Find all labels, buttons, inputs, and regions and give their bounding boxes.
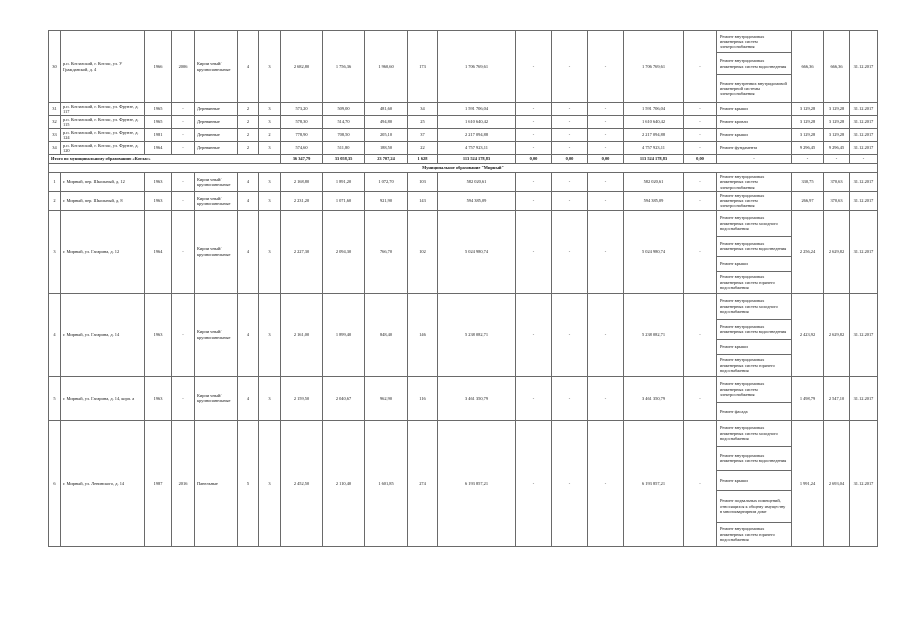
cell-unit-price: 330,75 — [792, 173, 824, 192]
cell-area-living: 921,90 — [365, 191, 408, 210]
cell-wall-material: Кирпи чный/ крупнопанельные — [195, 376, 238, 420]
cell-floors: 2 — [238, 142, 259, 155]
cell-area-total: 573,20 — [281, 103, 323, 116]
cell-area-living: 1 072,70 — [365, 173, 408, 192]
cell-cost: 4 757 923,11 — [438, 142, 516, 155]
cell-work-type: Ремонт внутридомовых инженерных систем водоотведения — [717, 236, 792, 256]
cell-work-type: Ремонт внутренних внутридомовой инженерной системы электроснабжения — [717, 75, 792, 103]
cell-work-type: Ремонт внутридомовых инженерных систем горячего водоснабжения — [717, 522, 792, 546]
cell-floors: 2 — [238, 129, 259, 142]
cell-address: г. Мирный, ул. Гагарина, д. 14 — [61, 293, 145, 376]
cell-address: р.п. Котлазский, г. Котлас, ул. Фрунзе, д. 124 — [61, 129, 145, 142]
cell-fund-1: - — [516, 31, 552, 103]
table-row — [49, 376, 878, 402]
cell-residents: 173 — [408, 31, 438, 103]
cell-work-type: Ремонт крыши — [717, 470, 792, 490]
cell-cost: 3 461 350,79 — [438, 376, 516, 420]
cell-area-total: 2 227,30 — [281, 210, 323, 293]
table-row — [49, 420, 878, 446]
table-row — [49, 31, 878, 53]
cell-other: - — [684, 210, 717, 293]
total-c3: 0,00 — [588, 155, 624, 164]
table-row — [49, 191, 878, 210]
cell-price-limit: 3 129,28 — [824, 116, 850, 129]
cell-year-repair: - — [172, 116, 195, 129]
cell-price-limit: 9 296,45 — [824, 142, 850, 155]
cell-fund-2: - — [552, 173, 588, 192]
cell-price-limit: 370,63 — [824, 173, 850, 192]
cell-entrances: 3 — [259, 142, 281, 155]
cell-floors: 2 — [238, 103, 259, 116]
cell-work-type: Ремонт внутридомовых инженерных систем электроснабжения — [717, 31, 792, 53]
cell-work-type: Ремонт фундамента — [717, 142, 792, 155]
cell-residents: 274 — [408, 420, 438, 546]
cell-entrances: 3 — [259, 376, 281, 420]
cell-cost-total: 1 610 640,42 — [624, 116, 684, 129]
cell-address: г. Мирный, пер. Школьный, д. 8 — [61, 191, 145, 210]
cell-fund-3: - — [588, 376, 624, 420]
cell-deadline: 31.12.2017 — [850, 210, 878, 293]
total-area-res: 33 058,35 — [323, 155, 365, 164]
cell-year-repair: - — [172, 173, 195, 192]
cell-year-repair: - — [172, 293, 195, 376]
cell-year-repair: 2006 — [172, 31, 195, 103]
cell-year-repair: - — [172, 103, 195, 116]
cell-entrances: 3 — [259, 420, 281, 546]
cell-fund-2: - — [552, 31, 588, 103]
cell-year-built: 1963 — [145, 173, 172, 192]
cell-price-limit: 2 693,04 — [824, 420, 850, 546]
cell-fund-3: - — [588, 31, 624, 103]
cell-unit-price: 1 991,24 — [792, 420, 824, 546]
cell-cost-total: 582 020,61 — [624, 173, 684, 192]
cell-residents: 146 — [408, 293, 438, 376]
cell-price-limit: 2 629,82 — [824, 293, 850, 376]
cell-year-built: 1963 — [145, 376, 172, 420]
table-row — [49, 116, 878, 129]
cell-work-type: Ремонт внутридомовых инженерных систем холодного водоснабжения — [717, 210, 792, 236]
cell-address: г. Мирный, ул. Гагарина, д. 12 — [61, 210, 145, 293]
cell-fund-1: - — [516, 129, 552, 142]
cell-floors: 5 — [238, 420, 259, 546]
cell-area-total: 2 231,20 — [281, 191, 323, 210]
cell-area-residential: 2 110,40 — [323, 420, 365, 546]
cell-area-living: 205,10 — [365, 129, 408, 142]
cell-entrances: 3 — [259, 173, 281, 192]
cell-fund-3: - — [588, 103, 624, 116]
total-d4: - — [850, 155, 878, 164]
cell-work-type: Ремонт крыши — [717, 339, 792, 354]
cell-address: р.п. Котлазский, г. Котлас, ул. Фрунзе, д. 117 — [61, 103, 145, 116]
cell-residents: 143 — [408, 191, 438, 210]
cell-floors: 4 — [238, 173, 259, 192]
cell-area-residential: 509,00 — [323, 103, 365, 116]
cell-other: - — [684, 420, 717, 546]
cell-wall-material: Кирпи чный/ крупнопанельные — [195, 31, 238, 103]
cell-unit-price: 266,97 — [792, 191, 824, 210]
cell-fund-3: - — [588, 293, 624, 376]
cell-wall-material: Кирпи чный/ крупнопанельные — [195, 293, 238, 376]
cell-floors: 2 — [238, 116, 259, 129]
cell-year-built: 1964 — [145, 142, 172, 155]
cell-other: - — [684, 31, 717, 103]
cell-cost-total: 594 385,09 — [624, 191, 684, 210]
table-row — [49, 129, 878, 142]
cell-price-limit: 3 129,28 — [824, 103, 850, 116]
cell-wall-material: Деревянные — [195, 103, 238, 116]
total-other: 0,00 — [684, 155, 717, 164]
cell-fund-1: - — [516, 376, 552, 420]
cell-price-limit: 2 629,82 — [824, 210, 850, 293]
cell-fund-2: - — [552, 191, 588, 210]
cell-residents: 25 — [408, 116, 438, 129]
total-cost-total: 113 524 178,83 — [624, 155, 684, 164]
cell-year-built: 1964 — [145, 210, 172, 293]
cell-unit-price: 3 129,28 — [792, 129, 824, 142]
cell-fund-3: - — [588, 142, 624, 155]
cell-fund-3: - — [588, 210, 624, 293]
cell-deadline: 31.12.2017 — [850, 103, 878, 116]
cell-cost: 5 024 980,74 — [438, 210, 516, 293]
cell-wall-material: Деревянные — [195, 116, 238, 129]
cell-other: - — [684, 116, 717, 129]
cell-fund-3: - — [588, 129, 624, 142]
cell-area-residential: 1 899,40 — [323, 293, 365, 376]
cell-other: - — [684, 129, 717, 142]
cell-year-repair: - — [172, 129, 195, 142]
cell-deadline: 31.12.2017 — [850, 173, 878, 192]
cell-cost: 6 193 857,21 — [438, 420, 516, 546]
cell-wall-material: Кирпи чный/ крупнопанельные — [195, 210, 238, 293]
cell-number: 32 — [49, 116, 61, 129]
cell-area-residential: 514,70 — [323, 116, 365, 129]
cell-residents: 103 — [408, 173, 438, 192]
cell-unit-price: 666,36 — [792, 31, 824, 103]
cell-unit-price: 2 256,24 — [792, 210, 824, 293]
cell-fund-2: - — [552, 210, 588, 293]
cell-fund-1: - — [516, 420, 552, 546]
cell-cost: 2 217 094,88 — [438, 129, 516, 142]
cell-address: г. Мирный, пер. Школьный, д. 12 — [61, 173, 145, 192]
total-row — [49, 155, 878, 164]
cell-address: р.п. Котлазский, г. Котлас, ул. Фрунзе, д. 115 — [61, 116, 145, 129]
cell-floors: 4 — [238, 210, 259, 293]
cell-area-living: 494,80 — [365, 116, 408, 129]
cell-work-type: Ремонт кровли — [717, 116, 792, 129]
cell-area-residential: 1 891,20 — [323, 173, 365, 192]
cell-work-type: Ремонт внутридомовых инженерных систем электроснабжения — [717, 173, 792, 192]
cell-residents: 37 — [408, 129, 438, 142]
total-area-live: 23 707,24 — [365, 155, 408, 164]
cell-area-residential: 2 040,67 — [323, 376, 365, 420]
cell-work-type: Ремонт крыши — [717, 129, 792, 142]
cell-fund-1: - — [516, 191, 552, 210]
cell-work-type: Ремонт крыши — [717, 256, 792, 271]
cell-price-limit: 370,63 — [824, 191, 850, 210]
cell-cost-total: 3 461 350,79 — [624, 376, 684, 420]
cell-fund-2: - — [552, 116, 588, 129]
total-c1: 0,00 — [516, 155, 552, 164]
cell-cost: 5 238 082,71 — [438, 293, 516, 376]
cell-year-repair: - — [172, 376, 195, 420]
cell-fund-2: - — [552, 129, 588, 142]
cell-floors: 4 — [238, 376, 259, 420]
total-d2: - — [792, 155, 824, 164]
total-residents: 1 628 — [408, 155, 438, 164]
cell-area-living: 962,90 — [365, 376, 408, 420]
cell-number: 3 — [49, 210, 61, 293]
cell-cost-total: 5 024 980,74 — [624, 210, 684, 293]
cell-deadline: 31.12.2017 — [850, 31, 878, 103]
cell-year-built: 1981 — [145, 129, 172, 142]
cell-fund-1: - — [516, 103, 552, 116]
cell-unit-price: 9 296,45 — [792, 142, 824, 155]
cell-year-built: 1966 — [145, 31, 172, 103]
cell-work-type: Ремонт крыши — [717, 103, 792, 116]
cell-work-type: Ремонт внутридомовых инженерных систем горячего водоснабжения — [717, 271, 792, 293]
cell-deadline: 31.12.2017 — [850, 142, 878, 155]
cell-number: 4 — [49, 293, 61, 376]
table-row — [49, 293, 878, 319]
cell-unit-price: 3 129,28 — [792, 116, 824, 129]
cell-number: 34 — [49, 142, 61, 155]
cell-area-living: 766,70 — [365, 210, 408, 293]
cell-floors: 4 — [238, 31, 259, 103]
cell-residents: 22 — [408, 142, 438, 155]
cell-area-living: 481,60 — [365, 103, 408, 116]
cell-deadline: 31.12.2017 — [850, 376, 878, 420]
cell-number: 6 — [49, 420, 61, 546]
section-heading-row — [49, 164, 878, 173]
cell-year-built: 1965 — [145, 103, 172, 116]
cell-address: р.п. Котлазский, г. Котлас, ул. У Гражданской, д. 4 — [61, 31, 145, 103]
cell-year-repair: - — [172, 191, 195, 210]
cell-work-type: Ремонт внутридомовых инженерных систем электроснабжения — [717, 191, 792, 210]
cell-area-residential: 1 756,36 — [323, 31, 365, 103]
cell-area-residential: 1 071,60 — [323, 191, 365, 210]
cell-unit-price: 2 423,92 — [792, 293, 824, 376]
cell-address: г. Мирный, ул. Гагарина, д. 14, корп. а — [61, 376, 145, 420]
cell-work-type: Ремонт подвальных помещений, относящихся к общему имуществу в многоквартирном доме — [717, 490, 792, 522]
cell-year-built: 1965 — [145, 116, 172, 129]
cell-fund-3: - — [588, 420, 624, 546]
cell-work-type: Ремонт внутридомовых инженерных систем водоотведения — [717, 53, 792, 75]
cell-area-living: 188,50 — [365, 142, 408, 155]
cell-cost: 1 591 706,04 — [438, 103, 516, 116]
cell-fund-1: - — [516, 293, 552, 376]
cell-fund-3: - — [588, 191, 624, 210]
cell-entrances: 3 — [259, 293, 281, 376]
cell-fund-3: - — [588, 173, 624, 192]
cell-wall-material: Деревянные — [195, 129, 238, 142]
table-row — [49, 103, 878, 116]
cell-price-limit: 2 547,10 — [824, 376, 850, 420]
cell-area-living: 1 960,60 — [365, 31, 408, 103]
cell-deadline: 31.12.2017 — [850, 420, 878, 546]
total-label: Итого по муниципальному образованию «Котлас» — [49, 155, 281, 164]
cell-entrances: 3 — [259, 191, 281, 210]
cell-number: 5 — [49, 376, 61, 420]
cell-price-limit: 3 129,28 — [824, 129, 850, 142]
cell-area-total: 2 159,50 — [281, 376, 323, 420]
cell-floors: 4 — [238, 191, 259, 210]
cell-year-repair: 2016 — [172, 420, 195, 546]
cell-area-total: 574,60 — [281, 142, 323, 155]
cell-year-built: 1963 — [145, 191, 172, 210]
cell-area-total: 2 452,50 — [281, 420, 323, 546]
cell-cost-total: 1 591 706,04 — [624, 103, 684, 116]
cell-unit-price: 1 498,79 — [792, 376, 824, 420]
total-cost: 113 524 178,83 — [438, 155, 516, 164]
table-body — [49, 31, 878, 547]
cell-area-living: 1 601,85 — [365, 420, 408, 546]
table-row — [49, 210, 878, 236]
cell-area-living: 848,40 — [365, 293, 408, 376]
cell-address: р.п. Котлазский, г. Котлас, ул. Фрунзе, д. 120 — [61, 142, 145, 155]
cell-number: 33 — [49, 129, 61, 142]
cell-unit-price: 3 129,28 — [792, 103, 824, 116]
cell-number: 30 — [49, 31, 61, 103]
cell-residents: 102 — [408, 210, 438, 293]
cell-wall-material: Кирпи чный/ крупнопанельные — [195, 173, 238, 192]
cell-cost: 1 610 640,42 — [438, 116, 516, 129]
cell-work-type: Ремонт внутридомовых инженерных систем холодного водоснабжения — [717, 293, 792, 319]
cell-entrances: 2 — [259, 129, 281, 142]
cell-area-total: 2 168,80 — [281, 173, 323, 192]
cell-work-type: Ремонт внутридомовых инженерных систем горячего водоснабжения — [717, 354, 792, 376]
cell-year-repair: - — [172, 142, 195, 155]
cell-entrances: 3 — [259, 116, 281, 129]
cell-price-limit: 666,36 — [824, 31, 850, 103]
cell-fund-1: - — [516, 173, 552, 192]
cell-area-total: 2 682,80 — [281, 31, 323, 103]
cell-cost-total: 6 193 857,21 — [624, 420, 684, 546]
cell-fund-2: - — [552, 103, 588, 116]
cell-cost-total: 5 238 082,71 — [624, 293, 684, 376]
cell-fund-1: - — [516, 210, 552, 293]
cell-residents: 116 — [408, 376, 438, 420]
cell-area-residential: 2 094,30 — [323, 210, 365, 293]
cell-fund-1: - — [516, 142, 552, 155]
cell-area-total: 578,30 — [281, 116, 323, 129]
cell-other: - — [684, 173, 717, 192]
cell-entrances: 3 — [259, 103, 281, 116]
table-row — [49, 142, 878, 155]
cell-cost-total: 2 217 094,88 — [624, 129, 684, 142]
cell-work-type: Ремонт внутридомовых инженерных систем водоотведения — [717, 446, 792, 470]
cell-year-built: 1963 — [145, 293, 172, 376]
cell-cost: 1 706 769,61 — [438, 31, 516, 103]
cell-address: г. Мирный, ул. Ленинского, д. 14 — [61, 420, 145, 546]
cell-area-total: 2 161,00 — [281, 293, 323, 376]
cell-floors: 4 — [238, 293, 259, 376]
cell-work-type: Ремонт внутридомовых инженерных систем электроснабжения — [717, 376, 792, 402]
cell-work-type: Ремонт внутридомовых инженерных систем холодного водоснабжения — [717, 420, 792, 446]
cell-entrances: 3 — [259, 31, 281, 103]
section-title: Муниципальное образование "Мирный" — [49, 164, 878, 173]
document-sheet — [48, 30, 874, 602]
total-c2: 0,00 — [552, 155, 588, 164]
cell-fund-1: - — [516, 116, 552, 129]
cell-deadline: 31.12.2017 — [850, 116, 878, 129]
cell-residents: 34 — [408, 103, 438, 116]
cell-number: 2 — [49, 191, 61, 210]
cell-other: - — [684, 103, 717, 116]
cell-year-built: 1987 — [145, 420, 172, 546]
cell-fund-2: - — [552, 420, 588, 546]
cell-other: - — [684, 376, 717, 420]
cell-fund-3: - — [588, 116, 624, 129]
cell-wall-material: Деревянные — [195, 142, 238, 155]
cell-other: - — [684, 293, 717, 376]
cell-deadline: 31.12.2017 — [850, 293, 878, 376]
cell-fund-2: - — [552, 142, 588, 155]
cell-work-type: Ремонт внутридомовых инженерных систем водоотведения — [717, 319, 792, 339]
cell-area-residential: 511,80 — [323, 142, 365, 155]
cell-deadline: 31.12.2017 — [850, 191, 878, 210]
cell-cost-total: 1 706 769,61 — [624, 31, 684, 103]
cell-area-residential: 708,50 — [323, 129, 365, 142]
cell-deadline: 31.12.2017 — [850, 129, 878, 142]
cell-other: - — [684, 191, 717, 210]
cell-wall-material: Кирпи чный/ крупнопанельные — [195, 191, 238, 210]
cell-cost: 582 020,61 — [438, 173, 516, 192]
cell-cost-total: 4 757 923,11 — [624, 142, 684, 155]
total-d3: - — [824, 155, 850, 164]
cell-other: - — [684, 142, 717, 155]
table-row — [49, 173, 878, 192]
total-area-total: 36 347,79 — [281, 155, 323, 164]
total-d1: - — [717, 155, 792, 164]
cell-year-repair: - — [172, 210, 195, 293]
cell-entrances: 3 — [259, 210, 281, 293]
cell-wall-material: Панельные — [195, 420, 238, 546]
cell-number: 31 — [49, 103, 61, 116]
cell-work-type: Ремонт фасада — [717, 402, 792, 420]
repair-program-table — [48, 30, 878, 547]
cell-cost: 594 385,09 — [438, 191, 516, 210]
cell-number: 1 — [49, 173, 61, 192]
cell-fund-2: - — [552, 293, 588, 376]
cell-fund-2: - — [552, 376, 588, 420]
cell-area-total: 778,90 — [281, 129, 323, 142]
